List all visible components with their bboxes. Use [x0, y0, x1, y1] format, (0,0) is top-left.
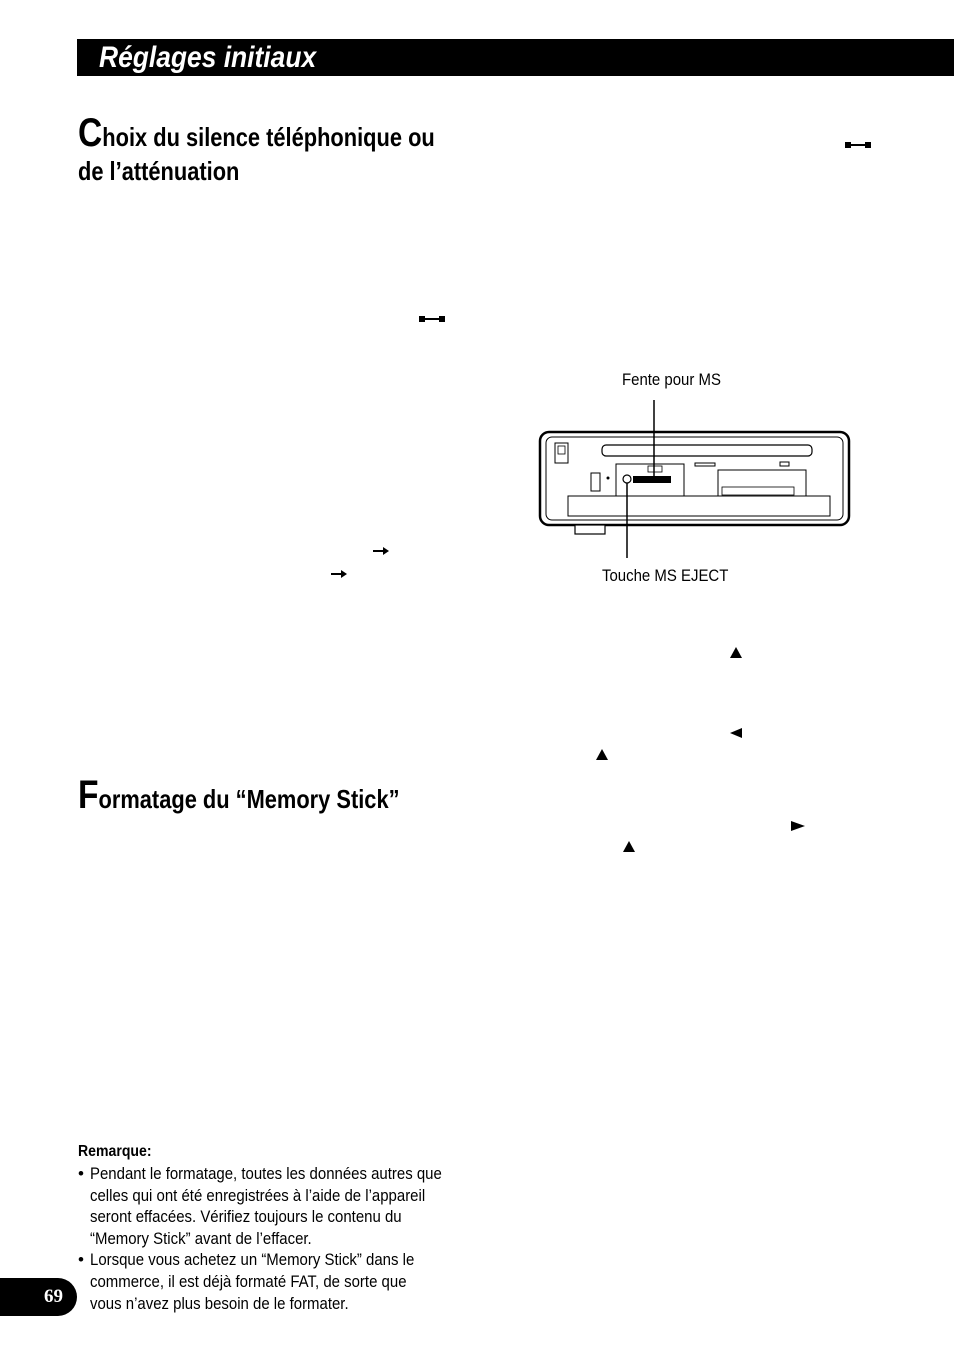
- note-text: Lorsque vous achetez un “Memory Stick” dans le commerce, il est déjà formaté FAT, de sorte que vous n’avez plus besoin de le formater.: [90, 1250, 415, 1313]
- triangle-left-icon: [730, 728, 742, 738]
- list-item: [78, 1249, 458, 1314]
- label-ms-eject-button: Touche MS EJECT: [602, 566, 729, 585]
- bullet-icon: •: [78, 1250, 84, 1270]
- heading-line1: ormatage du “Memory Stick”: [98, 784, 400, 814]
- triangle-up-icon: [623, 841, 635, 852]
- note-title: Remarque:: [78, 1143, 152, 1160]
- page-number: 69: [44, 1286, 63, 1307]
- section-heading-phone-mute: [78, 111, 435, 188]
- note-block: [78, 1141, 458, 1314]
- heading-line2: de l’atténuation: [78, 156, 240, 186]
- list-item: [78, 1163, 458, 1249]
- drop-cap: C: [78, 111, 103, 155]
- page-title: Réglages initiaux: [99, 41, 317, 74]
- double-arrow-icon: [845, 141, 871, 149]
- note-text: Pendant le formatage, toutes les données autres que celles qui ont été enregistrées à l’aide de l’appareil seront effacées. Vérifiez toujours le contenu du “Memory Stick” avant de l’effacer.: [90, 1164, 442, 1248]
- double-arrow-icon: [419, 315, 445, 323]
- device-front-diagram: [530, 360, 860, 590]
- label-ms-slot: Fente pour MS: [622, 370, 721, 389]
- arrow-right-icon: [331, 570, 347, 578]
- drop-cap: F: [78, 773, 99, 817]
- note-list: [78, 1163, 458, 1314]
- device-illustration: [530, 360, 860, 590]
- page-number-tab: [0, 1278, 77, 1316]
- heading-line1: hoix du silence téléphonique ou: [102, 122, 435, 152]
- bullet-icon: •: [78, 1164, 84, 1183]
- triangle-up-icon: [596, 749, 608, 760]
- arrow-right-icon: [373, 547, 389, 555]
- triangle-up-icon: [730, 647, 742, 658]
- header-bar: [77, 39, 954, 76]
- section-heading-format-memory-stick: [78, 773, 400, 817]
- triangle-right-icon: [791, 821, 805, 831]
